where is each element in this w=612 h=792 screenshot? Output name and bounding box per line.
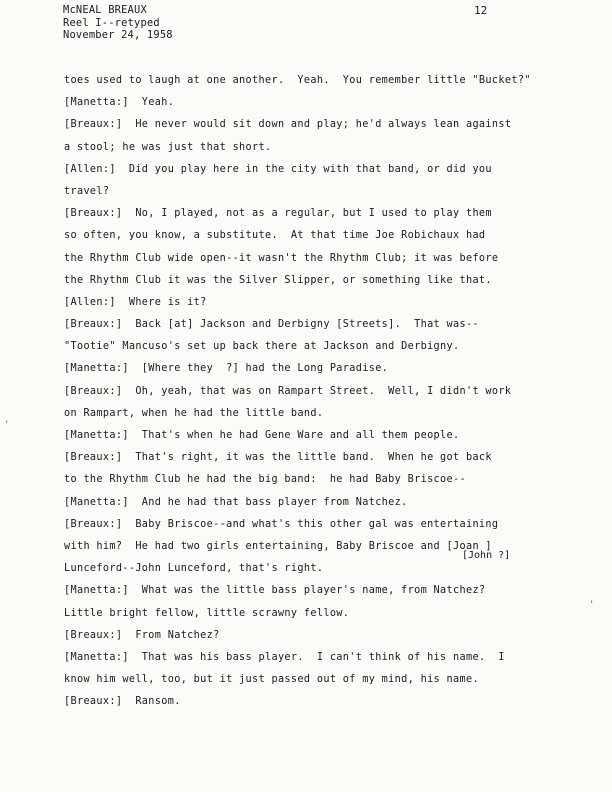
- transcript-line: [Breaux:] That's right, it was the little band. When he got back: [64, 452, 492, 464]
- transcript-line: Little bright fellow, little scrawny fellow.: [64, 607, 350, 619]
- transcript-line: the Rhythm Club it was the Silver Slipper, or something like that.: [64, 274, 492, 286]
- header-name: McNEAL BREAUX: [63, 4, 147, 16]
- transcript-body: [64, 70, 564, 713]
- transcript-line: a stool; he was just that short.: [64, 141, 272, 153]
- transcript-line: toes used to laugh at one another. Yeah. You remember little "Bucket?": [64, 75, 531, 86]
- transcript-line: [Breaux:] Oh, yeah, that was on Rampart Street. Well, I didn't work: [64, 385, 512, 397]
- transcript-line: [Allen:] Where is it?: [64, 296, 207, 308]
- scan-speck: ': [589, 600, 595, 610]
- transcript-line: [Breaux:] He never would sit down and play; he'd always lean against: [64, 119, 512, 131]
- transcript-line: travel?: [64, 185, 110, 197]
- transcript-line: [Breaux:] Ransom.: [64, 696, 181, 708]
- transcript-line: [Breaux:] Baby Briscoe--and what's this other gal was entertaining: [64, 518, 499, 530]
- transcript-line: [Manetta:] What was the little bass player's name, from Natchez?: [64, 585, 486, 597]
- header-reel: Reel I--retyped: [63, 16, 160, 29]
- transcript-line: with him? He had two girls entertaining, Baby Briscoe and [Joan ]: [64, 540, 492, 552]
- transcript-line: to the Rhythm Club he had the big band: he had Baby Briscoe--: [64, 474, 466, 486]
- transcript-line: [Manetta:] That's when he had Gene Ware and all them people.: [64, 430, 460, 441]
- margin-note: [John ?]: [462, 550, 511, 561]
- transcript-line: know him well, too, but it just passed out of my mind, his name.: [64, 674, 479, 686]
- transcript-line: the Rhythm Club wide open--it wasn't the Rhythm Club; it was before: [64, 252, 499, 264]
- scan-speck: ': [4, 420, 10, 430]
- transcript-line: so often, you know, a substitute. At that time Joe Robichaux had: [64, 230, 486, 242]
- transcript-line: [Breaux:] No, I played, not as a regular, but I used to play them: [64, 208, 492, 220]
- header-date: November 24, 1958: [63, 29, 173, 41]
- transcript-line: [Manetta:] Yeah.: [64, 97, 175, 109]
- transcript-line: [Breaux:] From Natchez?: [64, 629, 220, 641]
- document-header: [63, 4, 173, 42]
- transcript-line: [Manetta:] That was his bass player. I can't think of his name. I: [64, 651, 505, 663]
- page-number: 12: [474, 4, 488, 17]
- transcript-line: Lunceford--John Lunceford, that's right.: [64, 563, 324, 575]
- transcript-line: "Tootie" Mancuso's set up back there at Jackson and Derbigny.: [64, 341, 460, 353]
- transcript-line: on Rampart, when he had the little band.: [64, 407, 324, 419]
- transcript-line: [Manetta:] [Where they ?] had the Long Paradise.: [64, 363, 389, 375]
- transcript-line: [Allen:] Did you play here in the city with that band, or did you: [64, 163, 492, 175]
- transcript-line: [Manetta:] And he had that bass player from Natchez.: [64, 496, 408, 508]
- transcript-line: [Breaux:] Back [at] Jackson and Derbigny [Streets]. That was--: [64, 319, 479, 331]
